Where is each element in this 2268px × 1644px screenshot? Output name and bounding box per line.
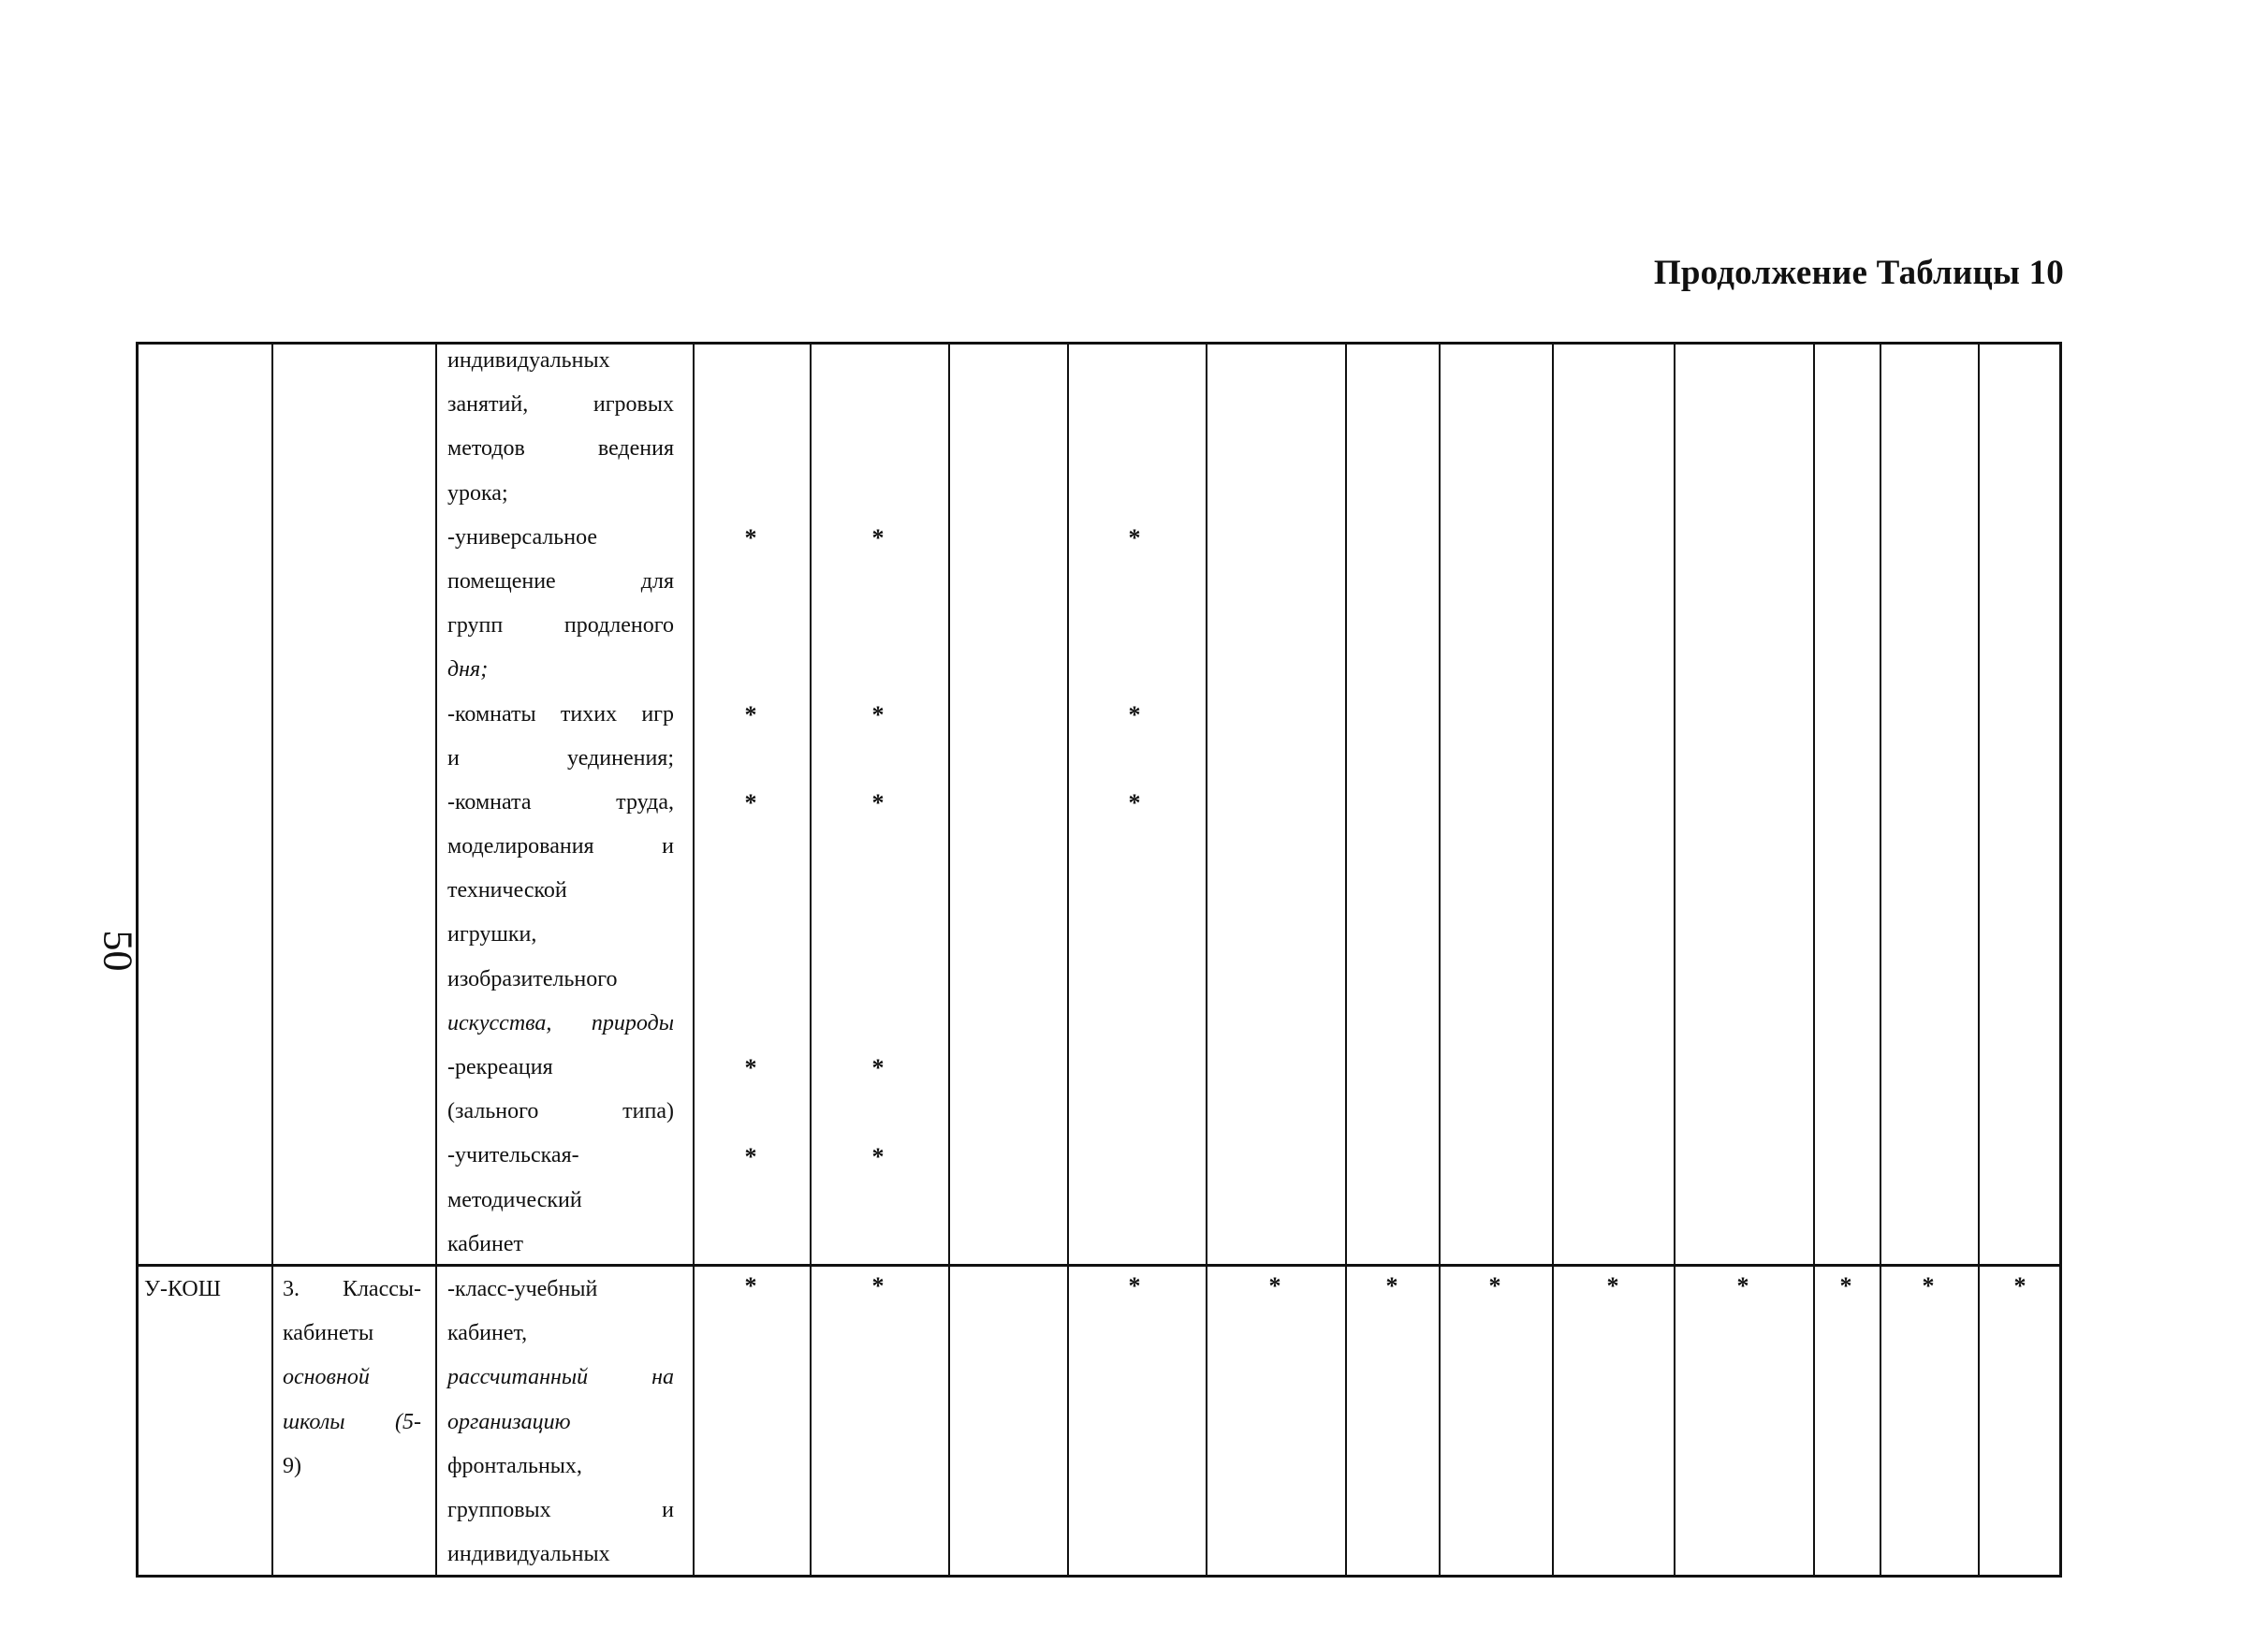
text-line: дня; bbox=[447, 657, 489, 683]
row2-code-cell: У-КОШ bbox=[144, 1277, 221, 1301]
mark-asterisk: * bbox=[1268, 1272, 1281, 1299]
mark-asterisk: * bbox=[1128, 1272, 1141, 1299]
text-line: помещение для bbox=[447, 568, 674, 594]
text-line: 9) bbox=[283, 1453, 301, 1478]
text-line: групп продленого bbox=[447, 613, 674, 639]
mark-asterisk: * bbox=[1128, 523, 1141, 551]
table-frame bbox=[136, 342, 2062, 1578]
page-number: 50 bbox=[95, 930, 141, 972]
text-line: групповых и bbox=[447, 1497, 674, 1522]
row1-description-cell bbox=[447, 339, 674, 1267]
col-line-7 bbox=[1206, 342, 1207, 1578]
text-line: игрушки, bbox=[447, 922, 537, 947]
col-line-5 bbox=[948, 342, 950, 1578]
text-line: 3. Классы- bbox=[283, 1277, 421, 1301]
col-line-11 bbox=[1674, 342, 1675, 1578]
mark-asterisk: * bbox=[1488, 1272, 1501, 1299]
text-line: изобразительного bbox=[447, 966, 618, 991]
text-line: методический bbox=[447, 1187, 582, 1212]
mark-asterisk: * bbox=[1922, 1272, 1935, 1299]
text-line: рассчитанный на bbox=[447, 1365, 674, 1390]
col-line-2 bbox=[435, 342, 437, 1578]
mark-asterisk: * bbox=[871, 700, 885, 728]
col-line-9 bbox=[1439, 342, 1441, 1578]
mark-asterisk: * bbox=[1736, 1272, 1749, 1299]
text-line: занятий, игровых bbox=[447, 392, 674, 418]
text-line: -рекреация bbox=[447, 1055, 553, 1079]
mark-asterisk: * bbox=[1385, 1272, 1398, 1299]
text-line: (зального типа) bbox=[447, 1099, 674, 1124]
mark-asterisk: * bbox=[871, 789, 885, 816]
text-line: искусства, природы bbox=[447, 1010, 674, 1035]
mark-asterisk: * bbox=[744, 523, 757, 551]
col-line-14 bbox=[1978, 342, 1980, 1578]
text-line: кабинет, bbox=[447, 1321, 528, 1346]
text-line: организацию bbox=[447, 1409, 571, 1434]
col-line-6 bbox=[1067, 342, 1069, 1578]
mark-asterisk: * bbox=[1839, 1272, 1852, 1299]
col-line-3 bbox=[693, 342, 695, 1578]
text-line: -комнаты тихих игр bbox=[447, 701, 674, 727]
text-line: фронтальных, bbox=[447, 1453, 582, 1478]
row-divider bbox=[136, 1264, 2062, 1267]
text-line: методов ведения bbox=[447, 436, 674, 462]
text-line: и уединения; bbox=[447, 745, 674, 771]
mark-asterisk: * bbox=[744, 1142, 757, 1170]
text-line: индивидуальных bbox=[447, 1542, 610, 1567]
text-line: моделирования и bbox=[447, 834, 674, 859]
text-line: -учительская- bbox=[447, 1143, 579, 1168]
text-line: -комната труда, bbox=[447, 789, 674, 815]
text-line: урока; bbox=[447, 480, 508, 506]
mark-asterisk: * bbox=[871, 1272, 885, 1299]
mark-asterisk: * bbox=[2013, 1272, 2027, 1299]
text-line: технической bbox=[447, 878, 567, 903]
row2-description-cell bbox=[447, 1268, 674, 1577]
text-line: кабинеты bbox=[283, 1321, 374, 1346]
mark-asterisk: * bbox=[1128, 700, 1141, 728]
col-line-12 bbox=[1813, 342, 1815, 1578]
mark-asterisk: * bbox=[744, 789, 757, 816]
mark-asterisk: * bbox=[744, 1054, 757, 1082]
mark-asterisk: * bbox=[744, 700, 757, 728]
text-line: основной bbox=[283, 1365, 370, 1390]
mark-asterisk: * bbox=[871, 1054, 885, 1082]
text-line: -класс-учебный bbox=[447, 1277, 598, 1301]
mark-asterisk: * bbox=[1606, 1272, 1619, 1299]
row2-name-cell bbox=[283, 1268, 421, 1489]
text-line: кабинет bbox=[447, 1231, 523, 1256]
mark-asterisk: * bbox=[744, 1272, 757, 1299]
mark-asterisk: * bbox=[871, 1142, 885, 1170]
text-line: индивидуальных bbox=[447, 348, 610, 373]
col-line-13 bbox=[1880, 342, 1881, 1578]
col-line-1 bbox=[271, 342, 273, 1578]
text-line: -универсальное bbox=[447, 524, 598, 550]
mark-asterisk: * bbox=[871, 523, 885, 551]
mark-asterisk: * bbox=[1128, 789, 1141, 816]
text-line: школы (5- bbox=[283, 1409, 421, 1434]
table-continuation-title: Продолжение Таблицы 10 bbox=[1653, 254, 2064, 292]
col-line-10 bbox=[1552, 342, 1554, 1578]
col-line-4 bbox=[810, 342, 812, 1578]
col-line-8 bbox=[1345, 342, 1347, 1578]
